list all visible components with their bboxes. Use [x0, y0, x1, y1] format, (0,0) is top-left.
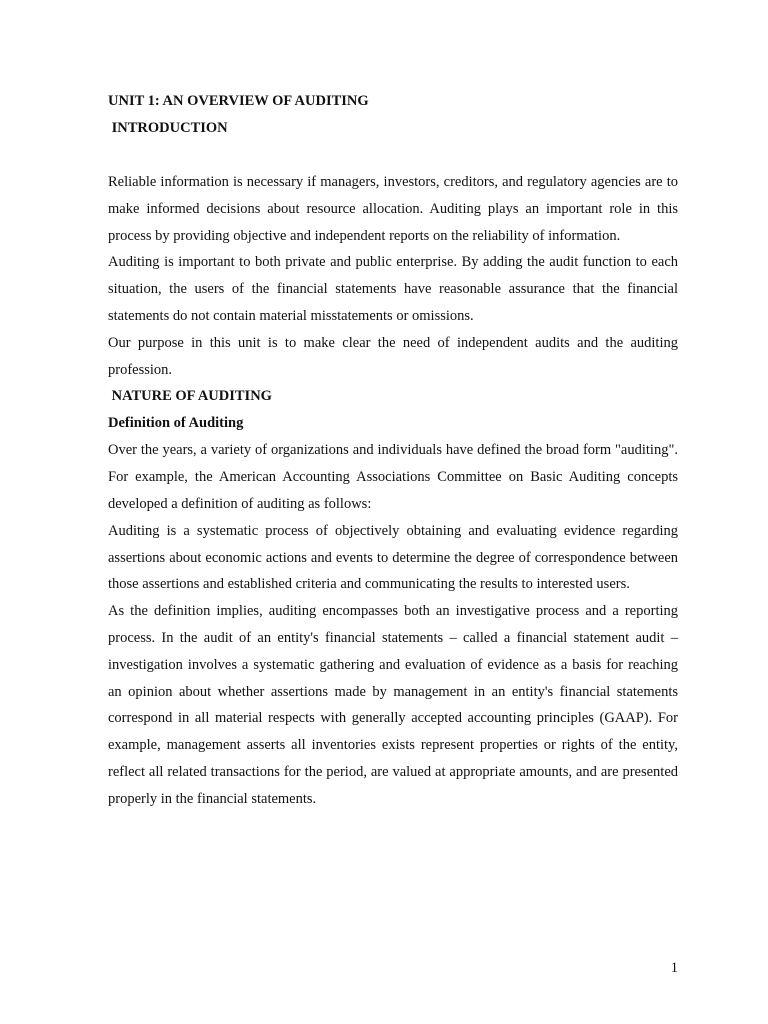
nature-heading: NATURE OF AUDITING: [108, 388, 272, 405]
definition-paragraph-1: Over the years, a variety of organizations and individuals have defined the broad form "auditing". For example, the American Accounting Associations Committee on Basic Auditing concepts developed a definition of auditing as follows:: [108, 442, 678, 512]
definition-heading: Definition of Auditing: [108, 415, 244, 432]
unit-title: UNIT 1: AN OVERVIEW OF AUDITING: [108, 93, 369, 109]
definition-paragraph-2: Auditing is a systematic process of objectively obtaining and evaluating evidence regarding assertions about economic actions and events to determine the degree of correspondence between those assertions and established criteria and communicating the results to interested users.: [108, 522, 678, 593]
intro-paragraph-3: Our purpose in this unit is to make clear the need of independent audits and the auditing profession.: [108, 334, 678, 378]
document-page: [108, 88, 678, 813]
intro-paragraph-2: Auditing is important to both private and public enterprise. By adding the audit function to each situation, the users of the financial statements have reasonable assurance that the financial statements do not contain material misstatements or omissions.: [108, 254, 678, 324]
definition-paragraph-3: As the definition implies, auditing encompasses both an investigative process and a reporting process. In the audit of an entity's financial statements – called a financial statement audit – investigation involves a systematic gathering and evaluation of evidence as a basis for reaching an opinion about whether assertions made by management in an entity's financial statements correspond in all material respects with generally accepted accounting principles (GAAP). For example, management asserts all inventories exists represent properties or rights of the entity, reflect all related transactions for the period, are valued at appropriate amounts, and are presented properly in the financial statements.: [108, 603, 678, 807]
introduction-heading: INTRODUCTION: [108, 120, 228, 136]
intro-paragraph-1: Reliable information is necessary if managers, investors, creditors, and regulatory agencies are to make informed decisions about resource allocation. Auditing plays an important role in this process by providing objective and independent reports on the reliability of information.: [108, 174, 678, 244]
page-number: 1: [670, 960, 678, 976]
